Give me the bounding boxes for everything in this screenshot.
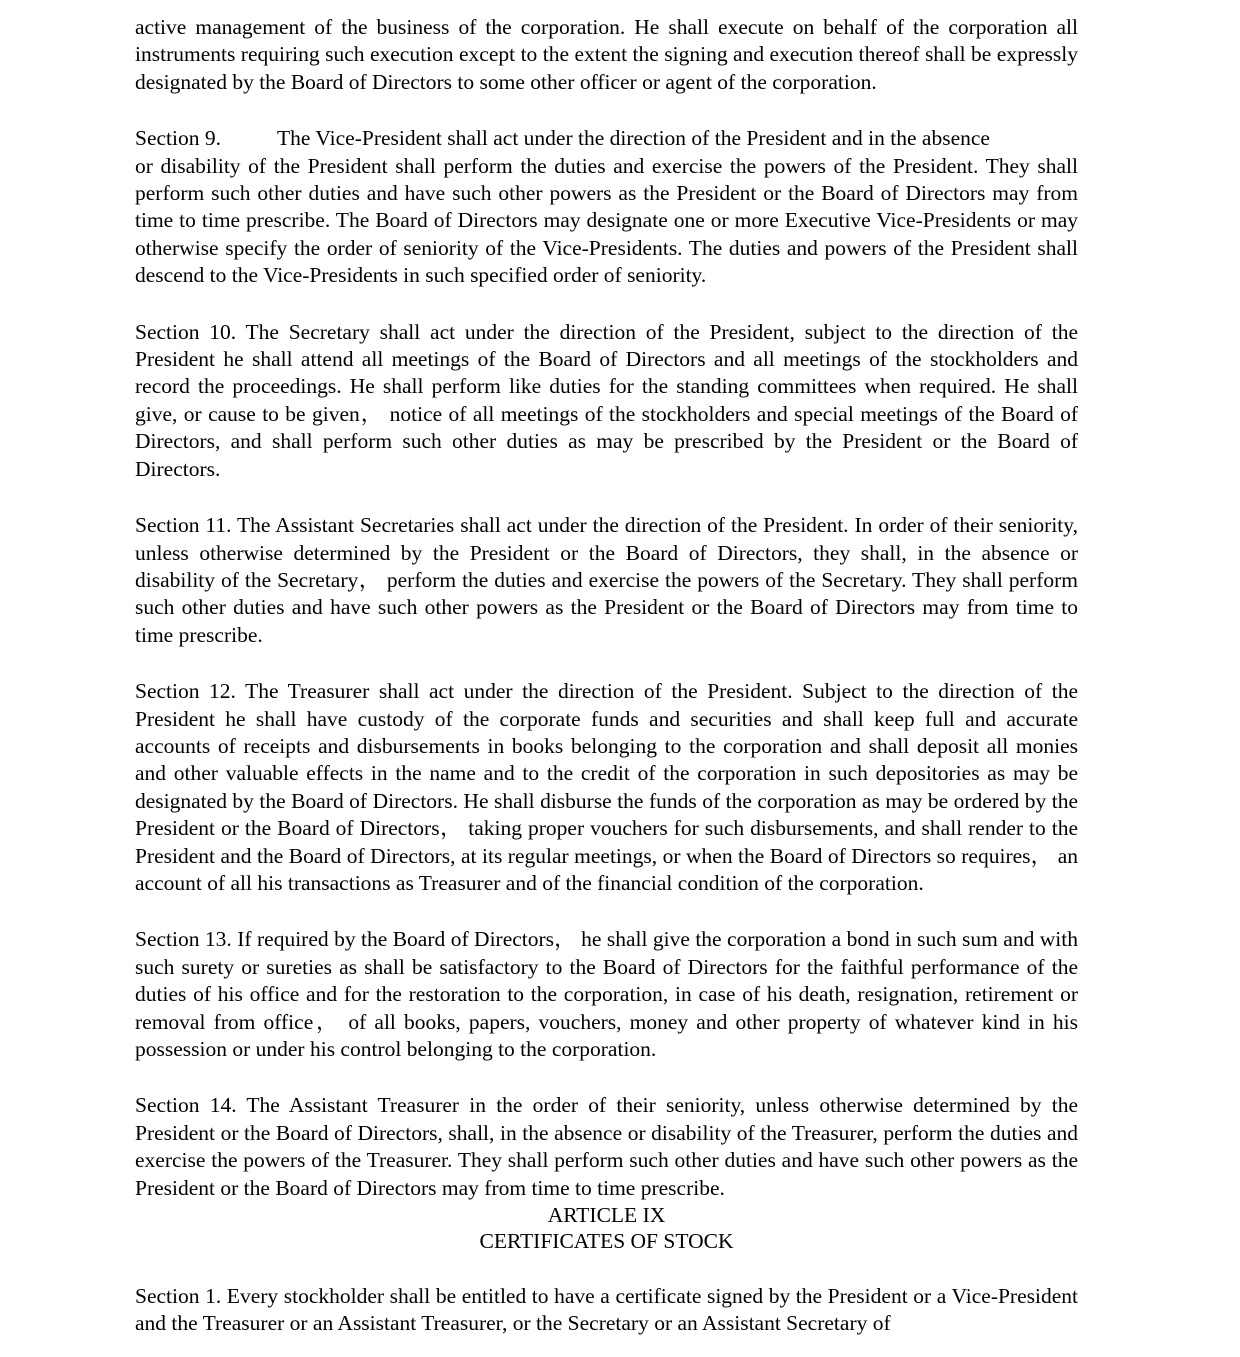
article-number: ARTICLE IX <box>547 1203 666 1228</box>
section-9-label: Section 9. <box>135 126 221 151</box>
document-page <box>135 14 1078 1338</box>
paragraph-section-11: Section 11. The Assistant Secretaries shall act under the direction of the President. In order of their seniority, unless otherwise determined by the President or the Board of Directors, they shall, in the absence or disability of the Secretary， perform the duties and exercise the powers of the Secretary. They shall perform such other duties and have such other powers as the President or the Board of Directors may from time to time prescribe. <box>135 513 1078 647</box>
paragraph-continuation: active management of the business of the corporation. He shall execute on behalf of the corporation all instruments requiring such execution except to the extent the signing and execution thereof shall be expressly designated by the Board of Directors to some other officer or agent of the corporation. <box>135 15 1078 94</box>
paragraph-section-10: Section 10. The Secretary shall act under the direction of the President, subject to the direction of the President he shall attend all meetings of the Board of Directors and all meetings of the stockholders and record the proceedings. He shall perform like duties for the standing committees when required. He shall give, or cause to be given， notice of all meetings of the stockholders and special meetings of the Board of Directors, and shall perform such other duties as may be prescribed by the President or the Board of Directors. <box>135 319 1078 481</box>
section-9-first-text: The Vice-President shall act under the direction of the President and in the absence <box>277 126 990 151</box>
paragraph-section-9 <box>135 125 1078 289</box>
paragraph-section-14: Section 14. The Assistant Treasurer in the order of their seniority, unless otherwise determined by the President or the Board of Directors, shall, in the absence or disability of the Treasurer, perform the duties and exercise the powers of the Treasurer. They shall perform such other duties and have such other powers as the President or the Board of Directors may from time to time prescribe. <box>135 1093 1078 1200</box>
article-heading <box>135 1202 1078 1254</box>
section-9-first-line <box>135 125 1078 152</box>
section-9-body: or disability of the President shall perform the duties and exercise the powers of the President. They shall perform such other duties and have such other powers as the President or the Board of Directors may from time to time prescribe. The Board of Directors may designate one or more Executive Vice-Presidents or may otherwise specify the order of seniority of the Vice-Presidents. The duties and powers of the President shall descend to the Vice-Presidents in such specified order of seniority. <box>135 153 1078 288</box>
paragraph-section-13: Section 13. If required by the Board of Directors， he shall give the corporation a bond in such sum and with such surety or sureties as shall be satisfactory to the Board of Directors for the faithful performance of the duties of his office and for the restoration to the corporation, in case of his death, resignation, retirement or removal from office， of all books, papers, vouchers, money and other property of whatever kind in his possession or under his control belonging to the corporation. <box>135 927 1078 1061</box>
article-title: CERTIFICATES OF STOCK <box>479 1229 734 1254</box>
paragraph-section-12: Section 12. The Treasurer shall act under the direction of the President. Subject to the direction of the President he shall have custody of the corporate funds and securities and shall keep full and accurate accounts of receipts and disbursements in books belonging to the corporation and shall deposit all monies and other valuable effects in the name and to the credit of the corporation in such depositories as may be designated by the Board of Directors. He shall disburse the funds of the corporation as may be ordered by the President or the Board of Directors， taking proper vouchers for such disbursements, and shall render to the President and the Board of Directors, at its regular meetings, or when the Board of Directors so requires， an account of all his transactions as Treasurer and of the financial condition of the corporation. <box>135 679 1078 895</box>
paragraph-article-9-section-1: Section 1. Every stockholder shall be entitled to have a certificate signed by the President or a Vice-President and the Treasurer or an Assistant Treasurer, or the Secretary or an Assistant Secretary of <box>135 1284 1078 1336</box>
